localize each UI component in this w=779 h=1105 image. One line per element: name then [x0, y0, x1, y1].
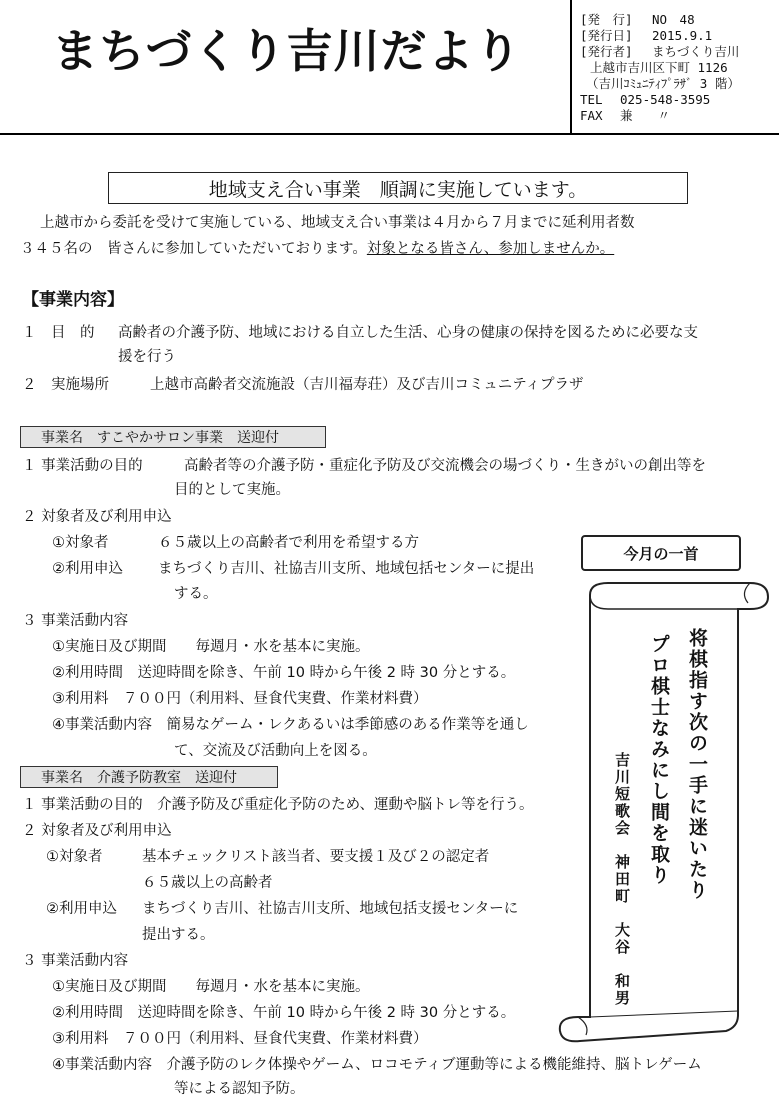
event2-target-label: ①対象者 [46, 849, 103, 865]
event1-apply-text: まちづくり吉川、社協吉川支所、地域包括センターに提出 [158, 561, 535, 577]
poem-author: 吉川短歌会 神田町 大谷 和男 [613, 752, 631, 1007]
event2-activity-item-cont: 等による認知予防。 [174, 1081, 305, 1097]
info-label: [発 行] [580, 12, 633, 27]
event2-target-heading: ２ 対象者及び利用申込 [22, 823, 172, 839]
event-header-salon: 事業名 すこやかサロン事業 送迎付 [20, 426, 326, 448]
event2-target-text-cont: ６５歳以上の高齢者 [142, 875, 273, 891]
info-value: NO 48 [652, 12, 695, 27]
intro-text: ３４５名の 皆さんに参加していただいております。 [20, 241, 367, 257]
event2-target-text: 基本チェックリスト該当者、要支援１及び２の認定者 [142, 849, 490, 865]
newsletter-title: まちづくり吉川だより [52, 24, 522, 78]
info-label: [発行者] [580, 44, 633, 59]
event1-apply-text-cont: する。 [174, 586, 218, 602]
section-heading: 【事業内容】 [22, 290, 124, 310]
event1-activity-heading: ３ 事業活動内容 [22, 613, 129, 629]
headline: 地域支え合い事業 順調に実施しています。 [108, 172, 688, 204]
event2-activity-item: ③利用料 ７００円（利用料、昼食代実費、作業材料費） [52, 1031, 428, 1047]
event1-activity-item: ③利用料 ７００円（利用料、昼食代実費、作業材料費） [52, 691, 428, 707]
info-value: 025-548-3595 [620, 92, 711, 107]
poem-line-1: 将棋指す次の一手に迷いたり [686, 628, 708, 901]
info-label: [発行日] [580, 28, 633, 43]
event2-activity-item: ①実施日及び期間 毎週月・水を基本に実施。 [52, 979, 370, 995]
intro-line-2 [20, 238, 614, 260]
event2-activity-item: ②利用時間 送迎時間を除き、午前 10 時から午後 2 時 30 分とする。 [52, 1005, 516, 1021]
purpose-label: １ 目 的 [22, 325, 95, 341]
poem-line-2: プロ棋士なみにし間を取り [648, 634, 670, 886]
purpose-text: 高齢者の介護予防、地域における自立した生活、心身の健康の保持を図るために必要な支 [118, 325, 698, 341]
event2-apply-text-cont: 提出する。 [142, 927, 215, 943]
poem-label: 今月の一首 [581, 535, 741, 571]
issue-info [580, 12, 740, 124]
event2-activity-heading: ３ 事業活動内容 [22, 953, 129, 969]
event1-activity-item-cont: て、交流及び活動向上を図る。 [174, 743, 377, 759]
location-text: 上越市高齢者交流施設（吉川福寿荘）及び吉川コミュニティプラザ [150, 377, 584, 393]
event1-target-heading: ２ 対象者及び利用申込 [22, 509, 172, 525]
event2-apply-label: ②利用申込 [46, 901, 117, 917]
location-label: ２ 実施場所 [22, 377, 109, 393]
event1-target-label: ①対象者 [52, 535, 109, 551]
masthead-divider [570, 0, 572, 133]
info-value: まちづくり吉川 [652, 44, 740, 59]
event1-purpose-label: １ 事業活動の目的 [22, 458, 143, 474]
info-value: 兼 〃 [620, 108, 671, 123]
intro-invitation: 対象となる皆さん、参加しませんか。 [366, 241, 615, 257]
event1-target-text: ６５歳以上の高齢者で利用を希望する方 [158, 535, 419, 551]
event1-activity-item: ②利用時間 送迎時間を除き、午前 10 時から午後 2 時 30 分とする。 [52, 665, 516, 681]
event2-apply-text: まちづくり吉川、社協吉川支所、地域包括支援センターに [142, 901, 519, 917]
event1-apply-label: ②利用申込 [52, 561, 123, 577]
info-value: 上越市吉川区下町 1126 [590, 60, 728, 75]
info-label: FAX [580, 108, 603, 123]
event2-activity-item: ④事業活動内容 介護予防のレク体操やゲーム、ロコモティブ運動等による機能維持、脳トレゲーム [52, 1057, 702, 1073]
info-value: （吉川ｺﾐｭﾆﾃｨﾌﾟﾗｻﾞ 3 階） [586, 76, 740, 91]
event2-purpose: １ 事業活動の目的 介護予防及び重症化予防のため、運動や脳トレ等を行う。 [22, 797, 534, 813]
event1-purpose-text: 高齢者等の介護予防・重症化予防及び交流機会の場づくり・生きがいの創出等を [184, 458, 706, 474]
event1-activity-item: ④事業活動内容 簡易なゲーム・レクあるいは季節感のある作業等を通し [52, 717, 529, 733]
event-header-prevention: 事業名 介護予防教室 送迎付 [20, 766, 278, 788]
purpose-text-cont: 援を行う [118, 349, 176, 365]
intro-line-1: 上越市から委託を受けて実施している、地域支え合い事業は４月から７月までに延利用者数 [40, 215, 635, 231]
event1-activity-item: ①実施日及び期間 毎週月・水を基本に実施。 [52, 639, 370, 655]
info-value: 2015.9.1 [652, 28, 713, 43]
event1-purpose-text-cont: 目的として実施。 [174, 482, 290, 498]
info-label: TEL [580, 92, 603, 107]
